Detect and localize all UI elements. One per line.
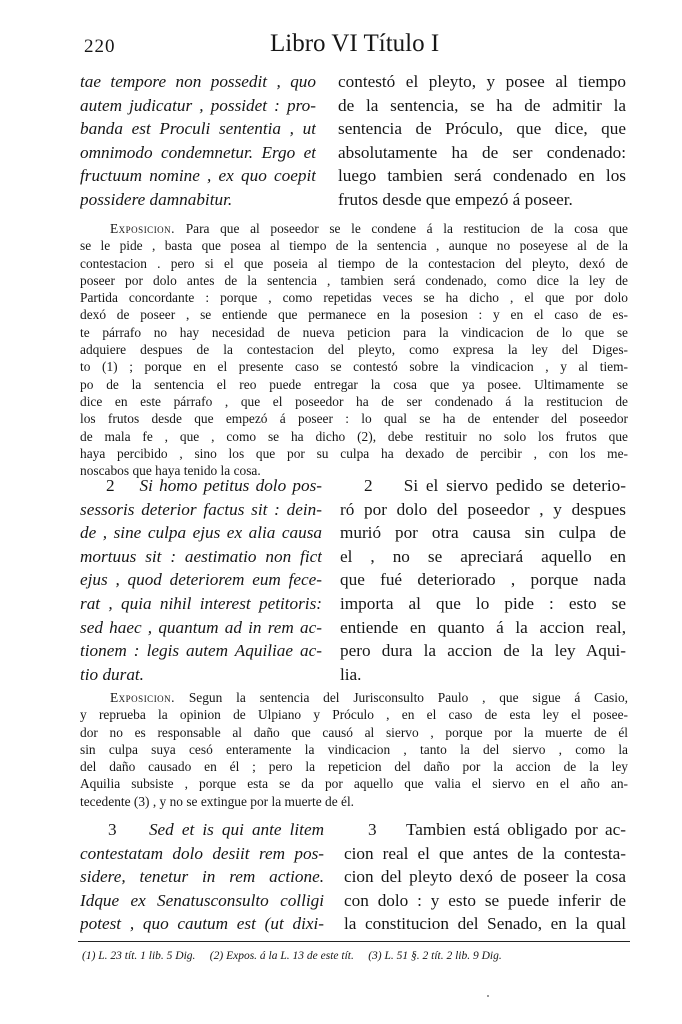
spanish-line: que fué deteriorado , porque nada [340, 570, 626, 590]
spanish-line: absolutamente ha de ser condenado: [338, 142, 626, 162]
spanish-line: importa al que lo pide : esto se [340, 593, 626, 613]
spanish-column-1 [338, 70, 626, 212]
exposicion-2 [80, 689, 628, 810]
spanish-line: frutos desde que empezó á poseer. [338, 189, 573, 209]
latin-line: tae tempore non possedit , quo [80, 72, 316, 91]
exposicion-line: Partida concordante : porque , como repetidas veces se ha dicho , el que por dolo [80, 290, 628, 306]
exposicion-line: po de la sentencia el reo puede entregar la cosa que ya posee. Ultimamente se [80, 376, 628, 392]
exposicion-line: to (1) ; porque en el presente caso se contestó sobre la vindicacion , y al tiem- [80, 359, 628, 375]
paragraph-number: 3 [108, 820, 117, 839]
spanish-line: lia. [340, 664, 362, 684]
footnotes [82, 950, 628, 962]
latin-line: Idque ex Senatusconsulto colligi [80, 890, 324, 910]
footnote-rule [78, 941, 630, 942]
exposicion-line: dor no es responsable al daño que causó al siervo , porque por la muerte de él [80, 724, 628, 740]
exposicion-line: te párrafo no hay necesidad de nueva peticion para la vindicacion de lo que se [80, 324, 628, 340]
spanish-line: de la sentencia, se ha de admitir la [338, 95, 626, 115]
spanish-column-2 [340, 474, 626, 686]
latin-line: 2 Si homo petitus dolo pos- [106, 476, 322, 495]
latin-line: sed haec , quantum ad in rem ac- [80, 617, 322, 637]
exposicion-line: del daño causado en él ; pero la repeticion del daño por la accion de la ley [80, 759, 628, 775]
exposicion-line: Exposicion. Para que al poseedor se le condene á la restitucion de la cosa que [110, 221, 628, 236]
spanish-line: cion del pleyto dexó de poseer la cosa [344, 867, 626, 887]
exposicion-line: adquiere despues de la contestacion del pleyto, como expresa la ley del Diges- [80, 342, 628, 358]
spanish-line: sentencia de Próculo, que dice, que [338, 119, 626, 139]
latin-line: fructuum nomine , ex quo coepit [80, 166, 316, 186]
latin-column-1 [80, 70, 316, 212]
exposicion-line: los frutos desde que empezó á poseer : lo qual se ha de entender del poseedor [80, 411, 628, 427]
latin-line: potest , quo cautum est (ut dixi- [80, 914, 324, 934]
exposicion-line: se le pide , basta que posea al tiempo de la sentencia , aunque no poseyese al de la [80, 238, 628, 254]
latin-line: de , sine culpa ejus ex alia causa [80, 523, 322, 543]
latin-line: contestatam dolo desiit rem pos- [80, 843, 324, 863]
spanish-line: 2 Si el siervo pedido se deterio- [364, 476, 626, 495]
exposicion-line: contestacion . pero si el que poseia al tiempo de la contestacion del pleyto, dexó de [80, 255, 628, 271]
exposicion-label: Exposicion. [110, 690, 176, 705]
exposicion-label: Exposicion. [110, 221, 176, 236]
latin-line: omnimodo condemnetur. Ergo et [80, 142, 316, 162]
latin-line: rat , quia nihil interest petitoris: [80, 593, 322, 613]
spanish-column-3 [344, 818, 626, 936]
paragraph-number: 3 [368, 820, 377, 839]
latin-line: ejus , quod deteriorem eum fece- [80, 570, 322, 590]
latin-column-3 [80, 818, 324, 936]
exposicion-line: dice en este párrafo , que el poseedor ha de ser condenado á la restitucion de [80, 393, 628, 409]
spanish-line: la constitucion del Senado, en la qual [344, 914, 626, 934]
spanish-line: luego tambien será condenado en los [338, 166, 626, 186]
latin-column-2 [80, 474, 322, 686]
page-header [80, 30, 628, 60]
spanish-line: cion real el que antes de la contesta- [344, 843, 626, 863]
paragraph-number: 2 [106, 476, 115, 495]
exposicion-1 [80, 220, 628, 479]
exposicion-line: Exposicion. Segun la sentencia del Jurisconsulto Paulo , que sigue á Casio, [110, 690, 628, 705]
exposicion-line: haya percibido , sino los que por su culpa ha dexado de percibir , con los me- [80, 445, 628, 461]
footnote-3: (3) L. 51 §. 2 tít. 2 lib. 9 Dig. [368, 950, 502, 962]
spanish-line: ró por dolo del poseedor , y despues [340, 499, 626, 519]
spanish-line: con dolo : y esto se puede inferir de [344, 890, 626, 910]
spanish-line: murió por otra causa sin culpa de [340, 523, 626, 543]
paragraph-number: 2 [364, 476, 373, 495]
latin-line: tionem : legis autem Aquiliae ac- [80, 641, 322, 661]
footnote-1: (1) L. 23 tít. 1 lib. 5 Dig. [82, 950, 196, 962]
spanish-line: el , no se apreciará aquello en [340, 546, 626, 566]
exposicion-line: poseer por dolo antes de la sentencia , tambien será condenado, como dice la ley de [80, 272, 628, 288]
latin-line: tio durat. [80, 664, 144, 684]
spanish-line: contestó el pleyto, y posee al tiempo [338, 72, 626, 91]
print-speck [487, 995, 489, 997]
exposicion-line: tecedente (3) , y no se extingue por la muerte de él. [80, 793, 355, 809]
latin-line: banda est Proculi sententia , ut [80, 119, 316, 139]
spanish-line: entiende en quanto á la accion real, [340, 617, 626, 637]
latin-line: autem judicatur , possidet : pro- [80, 95, 316, 115]
latin-line: possidere damnabitur. [80, 189, 233, 209]
exposicion-line: de mala fe , que , como se ha dicho (2), debe restituir no solo los frutos que [80, 428, 628, 444]
exposicion-line: noscabos que haya tenido la cosa. [80, 463, 261, 479]
page-number: 220 [84, 36, 116, 57]
latin-line: 3 Sed et is qui ante litem [108, 820, 324, 839]
exposicion-line: Aquilia subsiste , porque esta se da por aquello que valia el siervo en el año an- [80, 776, 628, 792]
latin-line: mortuus sit : aestimatio non fict [80, 546, 322, 566]
latin-line: sidere, tenetur in rem actione. [80, 867, 324, 887]
spanish-line: pero dura la accion de la ley Aqui- [340, 641, 626, 661]
running-title: Libro VI Título I [270, 30, 440, 57]
latin-line: sessoris deterior factus sit : dein- [80, 499, 322, 519]
spanish-line: 3 Tambien está obligado por ac- [368, 820, 626, 839]
exposicion-line: sin culpa suya cesó enteramente la vindicacion , tanto la del siervo , como la [80, 741, 628, 757]
footnote-2: (2) Expos. á la L. 13 de este tít. [209, 950, 354, 962]
exposicion-line: dexó de poseer , se entiende que permanece en la posesion : y en el caso de es- [80, 307, 628, 323]
exposicion-line: y reprueba la opinion de Ulpiano y Próculo , en el caso de esta ley el posee- [80, 707, 628, 723]
